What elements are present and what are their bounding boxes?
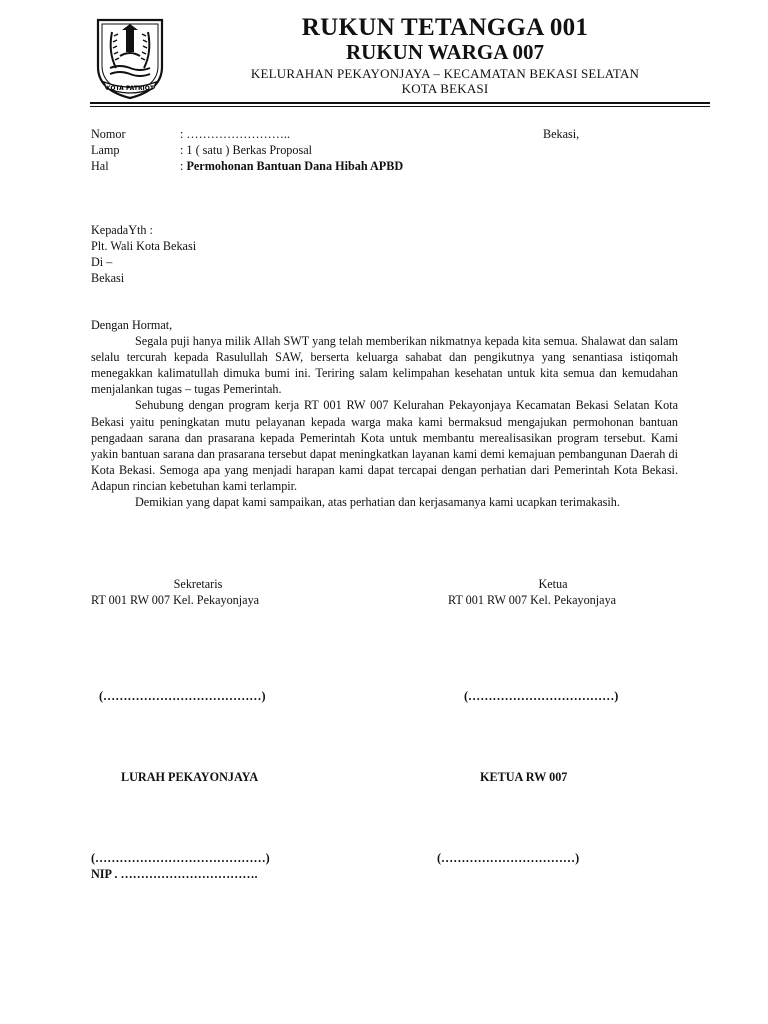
lamp-value: : 1 ( satu ) Berkas Proposal	[180, 143, 313, 157]
hal-value: Permohonan Bantuan Dana Hibah APBD	[186, 159, 404, 173]
hal-row	[180, 158, 403, 174]
hal-colon: :	[180, 159, 184, 173]
paragraph-3: Demikian yang dapat kami sampaikan, atas perhatian dan kerjasamanya kami ucapkan terimakasih.	[135, 495, 620, 510]
ketua-rw-title: KETUA RW 007	[480, 770, 568, 784]
greeting: Dengan Hormat,	[91, 318, 173, 332]
letterhead-rule-thin	[90, 106, 710, 107]
lamp-label: Lamp	[91, 143, 120, 157]
sekretaris-title: Sekretaris	[173, 577, 223, 591]
logo-text: KOTA PATRIOT	[105, 85, 155, 92]
ketua-rw-name-line: (……………………………)	[437, 851, 580, 865]
paragraph-2: Sehubung dengan program kerja RT 001 RW 007 Kelurahan Pekayonjaya Kecamatan Bekasi Selatan Kota Bekasi yaitu peningkatan mutu pelayanan kepada warga maka kami bermaksud mengajukan permohonan bantuan pengadaan sarana dan prasarana kepada Pemerintah Kota untuk membantu merealisasikan program tersebut. Kami yakin bantuan sarana dan prasarana tersebut dapat meningkatkan layanan kami demi kemajuan pembangunan Daerah di Kota Bekasi. Semoga apa yang menjadi harapan kami dapat tercapai dengan perhatian dari Pemerintah Kota Bekasi. Adapun rincian kebetuhan kami terlampir.	[91, 398, 678, 493]
paragraph-1: Segala puji hanya milik Allah SWT yang telah memberikan nikmatnya kepada kita semua. Shalawat dan salam selalu tercurah kepada Rasulullah SAW, berserta keluarga sahabat dan pengikutnya yang senantiasa istiqomah menegakkan kalimatullah dimuka bumi ini. Teriring salam kelimpahan kesehatan untuk kita semua dan kemudahan menjalankan tugas – tugas Pemerintah.	[91, 334, 678, 397]
hal-label: Hal	[91, 159, 109, 173]
nomor-value: : ……………………..	[180, 127, 291, 141]
letterhead-subtitle: RUKUN WARGA 007	[346, 40, 544, 64]
lurah-title: LURAH PEKAYONJAYA	[121, 770, 259, 784]
lurah-nip: NIP . …………………………….	[91, 867, 258, 881]
recipient-line4: Bekasi	[91, 271, 125, 285]
ketua-title: Ketua	[538, 577, 568, 591]
lurah-name-line: (……………………………………)	[91, 851, 270, 865]
recipient-line2: Plt. Wali Kota Bekasi	[91, 239, 197, 253]
letter-body	[91, 317, 678, 510]
ketua-org: RT 001 RW 007 Kel. Pekayonjaya	[448, 593, 617, 607]
letterhead-district: KELURAHAN PEKAYONJAYA – KECAMATAN BEKASI SELATAN	[250, 66, 640, 81]
letterhead-rule-thick	[90, 102, 710, 104]
nomor-label: Nomor	[91, 127, 126, 141]
sekretaris-org: RT 001 RW 007 Kel. Pekayonjaya	[91, 593, 260, 607]
sekretaris-name-line: (…………………………………)	[99, 689, 266, 703]
letterhead-title: RUKUN TETANGGA 001	[301, 14, 589, 41]
letter-place: Bekasi,	[543, 127, 580, 141]
recipient-line1: KepadaYth :	[91, 223, 153, 237]
recipient-line3: Di –	[91, 255, 113, 269]
ketua-name-line: (………………………………)	[464, 689, 619, 703]
city-emblem-icon	[90, 12, 170, 102]
letterhead-city: KOTA BEKASI	[401, 81, 489, 96]
